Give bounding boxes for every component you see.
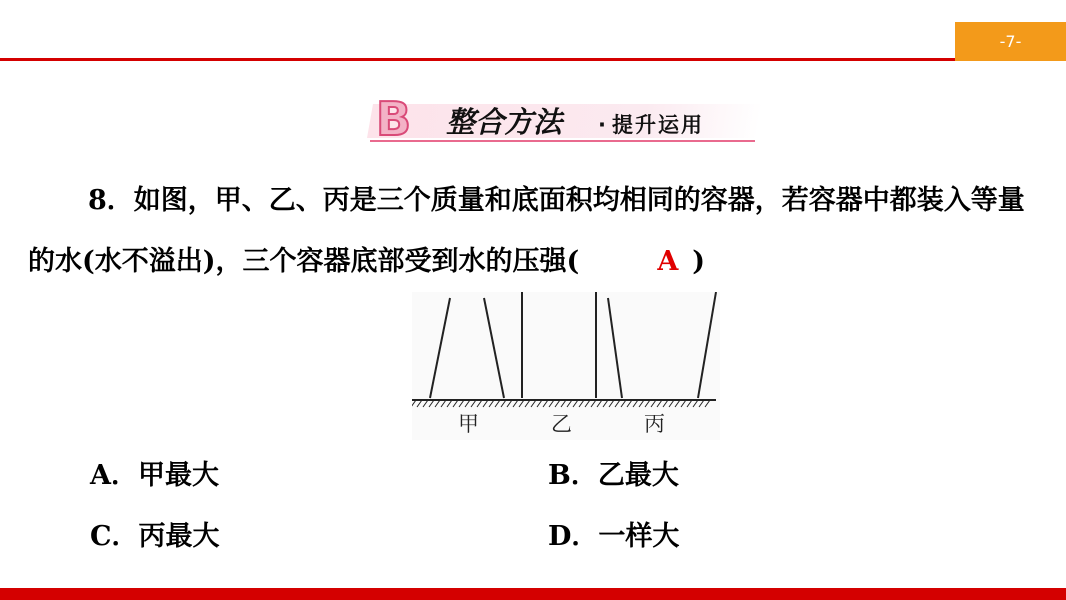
hatch-mark (669, 400, 674, 407)
option-a (90, 458, 219, 494)
hatch-mark (525, 400, 530, 407)
container-walls (430, 292, 716, 398)
answer-mark: A (657, 246, 679, 277)
hatch-mark (591, 400, 596, 407)
hatch-mark (639, 400, 644, 407)
hatch-mark (675, 400, 680, 407)
hatch-mark (561, 400, 566, 407)
page-number: -7- (999, 32, 1022, 51)
hatch-mark (417, 400, 422, 407)
container-jia-right-wall (484, 298, 504, 398)
hatch-mark (537, 400, 542, 407)
hatch-mark (489, 400, 494, 407)
hatch-mark (645, 400, 650, 407)
hatch-mark (621, 400, 626, 407)
option-d-text: 一样大 (598, 521, 680, 552)
hatch-mark (663, 400, 668, 407)
hatch-mark (585, 400, 590, 407)
container-bing-right-wall (698, 292, 716, 398)
banner-subtitle (598, 108, 704, 142)
hatch-mark (543, 400, 548, 407)
hatch-mark (453, 400, 458, 407)
hatch-mark (609, 400, 614, 407)
hatch-mark (507, 400, 512, 407)
banner-letter-icon: B (376, 92, 412, 146)
hatch-mark (435, 400, 440, 407)
banner-subtitle-text: 提升运用 (611, 113, 704, 137)
hatch-mark (615, 400, 620, 407)
hatch-mark (483, 400, 488, 407)
hatch-mark (429, 400, 434, 407)
option-b (548, 458, 679, 494)
page-number-badge (955, 22, 1066, 61)
option-b-letter: B． (548, 460, 598, 491)
question-text (28, 170, 1048, 292)
hatch-mark (627, 400, 632, 407)
hatch-mark (633, 400, 638, 407)
hatch-mark (447, 400, 452, 407)
option-c (90, 519, 220, 555)
hatch-mark (465, 400, 470, 407)
label-jia: 甲 (458, 412, 479, 436)
section-banner (370, 94, 760, 146)
header-divider (0, 58, 955, 61)
question-body: 如图，甲、乙、丙是三个质量和底面积均相同的容器，若容器中都装入等量的水(水不溢出)，三个容器底部受到水的压强( (28, 185, 1025, 277)
hatch-mark (519, 400, 524, 407)
hatch-mark (412, 400, 416, 407)
hatch-mark (567, 400, 572, 407)
hatch-mark (441, 400, 446, 407)
option-a-letter: A． (90, 460, 138, 491)
hatch-mark (495, 400, 500, 407)
question-number: 8． (88, 185, 134, 216)
hatch-mark (579, 400, 584, 407)
banner-subtitle-dot: · (598, 113, 608, 137)
banner-title: 整合方法 (446, 105, 563, 139)
option-c-text: 丙最大 (138, 521, 220, 552)
option-d (548, 519, 679, 555)
hatch-mark (459, 400, 464, 407)
hatch-mark (705, 400, 710, 407)
hatch-mark (573, 400, 578, 407)
hatch-mark (513, 400, 518, 407)
hatch-mark (687, 400, 692, 407)
hatch-mark (549, 400, 554, 407)
label-bing: 丙 (644, 412, 665, 436)
footer-bar (0, 588, 1066, 600)
hatch-mark (501, 400, 506, 407)
option-b-text: 乙最大 (597, 460, 679, 491)
ground-hatching (412, 400, 710, 407)
hatch-mark (477, 400, 482, 407)
container-jia-left-wall (430, 298, 450, 398)
hatch-mark (651, 400, 656, 407)
hatch-mark (657, 400, 662, 407)
question-close-paren: ) (692, 246, 706, 277)
label-yi: 乙 (551, 412, 572, 436)
option-a-text: 甲最大 (137, 460, 219, 491)
hatch-mark (699, 400, 704, 407)
hatch-mark (603, 400, 608, 407)
option-c-letter: C． (90, 521, 139, 552)
hatch-mark (555, 400, 560, 407)
container-bing-left-wall (608, 298, 622, 398)
option-d-letter: D． (548, 521, 599, 552)
hatch-mark (681, 400, 686, 407)
hatch-mark (531, 400, 536, 407)
hatch-mark (693, 400, 698, 407)
hatch-mark (423, 400, 428, 407)
hatch-mark (597, 400, 602, 407)
hatch-mark (471, 400, 476, 407)
